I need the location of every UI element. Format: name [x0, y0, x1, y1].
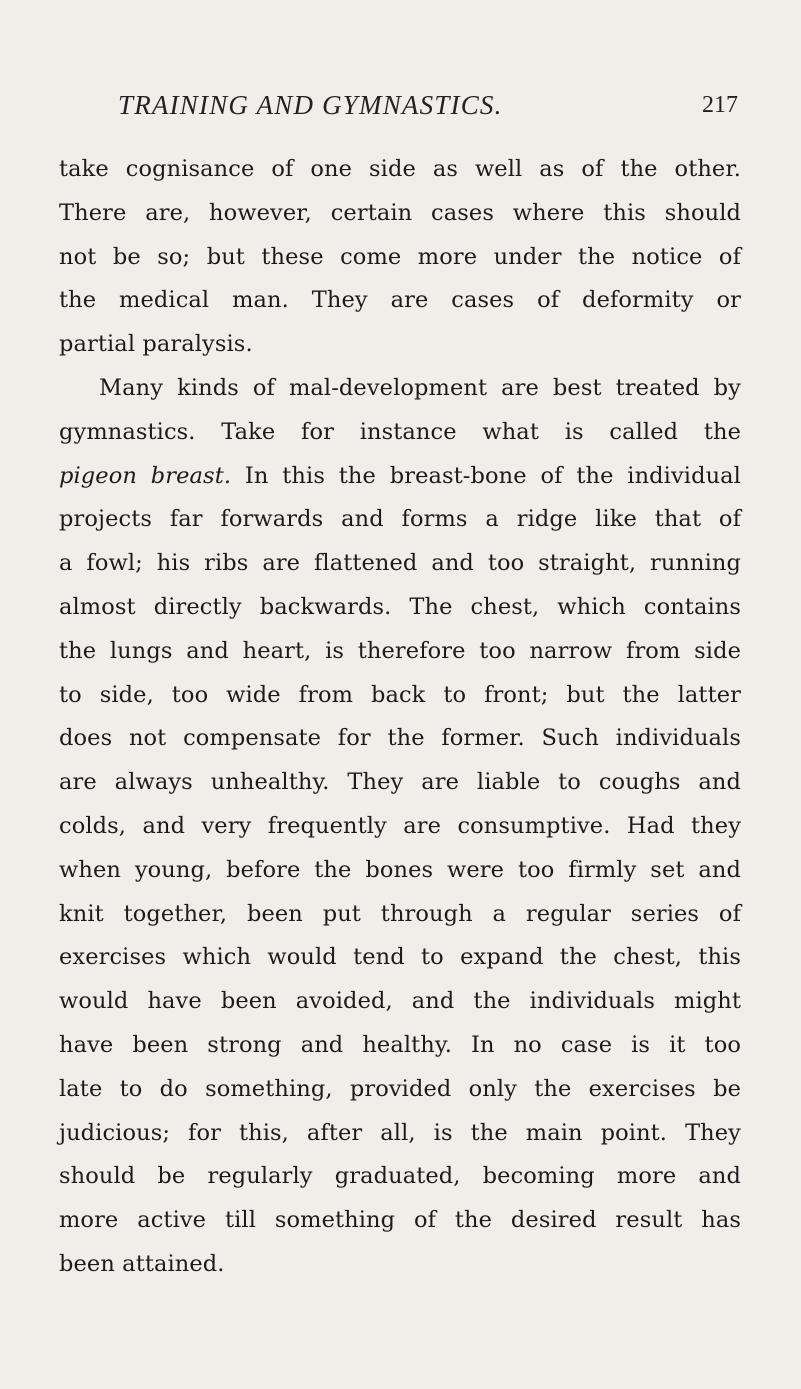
text-line: the medical man. They are cases of deformity or [59, 287, 741, 314]
italic-term: pigeon breast. [59, 462, 232, 489]
text-line: would have been avoided, and the individuals might [59, 988, 741, 1015]
text-line: colds, and very frequently are consumptive. Had they [59, 812, 741, 839]
text-line-with-italic [59, 455, 741, 499]
text-line: partial paralysis. [59, 331, 253, 358]
text-line: does not compensate for the former. Such individuals [59, 725, 741, 752]
text-line: take cognisance of one side as well as of the other. [59, 156, 741, 182]
text-line: almost directly backwards. The chest, which contains [59, 593, 741, 620]
text-line: the lungs and heart, is therefore too narrow from side [59, 637, 741, 664]
text-line: projects far forwards and forms a ridge like that of [59, 506, 741, 533]
text-line: exercises which would tend to expand the chest, this [59, 944, 741, 971]
text-line: are always unhealthy. They are liable to coughs and [59, 769, 741, 796]
running-title: TRAINING AND GYMNASTICS. [118, 90, 503, 120]
text-line: gymnastics. Take for instance what is called the [59, 418, 741, 445]
text-line: should be regularly graduated, becoming more and [59, 1163, 741, 1190]
running-head [118, 90, 738, 134]
text-line: judicious; for this, after all, is the main point. They [59, 1119, 741, 1146]
text-line: There are, however, certain cases where this should [59, 199, 741, 226]
text-line: to side, too wide from back to front; but the latter [59, 681, 741, 708]
text-span: In this the breast-bone of the individual [244, 462, 741, 489]
body-text [59, 148, 741, 1287]
paragraph-first-line: Many kinds of mal-development are best treated by [99, 374, 741, 401]
text-line: have been strong and healthy. In no case is it too [59, 1031, 741, 1058]
text-line: late to do something, provided only the exercises be [59, 1075, 741, 1102]
text-line: not be so; but these come more under the notice of [59, 243, 741, 270]
text-line: knit together, been put through a regular series of [59, 900, 741, 927]
page-number: 217 [702, 92, 738, 118]
text-line: been attained. [59, 1250, 225, 1277]
text-line: more active till something of the desired result has [59, 1207, 741, 1234]
text-line: a fowl; his ribs are flattened and too straight, running [59, 550, 741, 577]
text-line: when young, before the bones were too firmly set and [59, 856, 741, 883]
